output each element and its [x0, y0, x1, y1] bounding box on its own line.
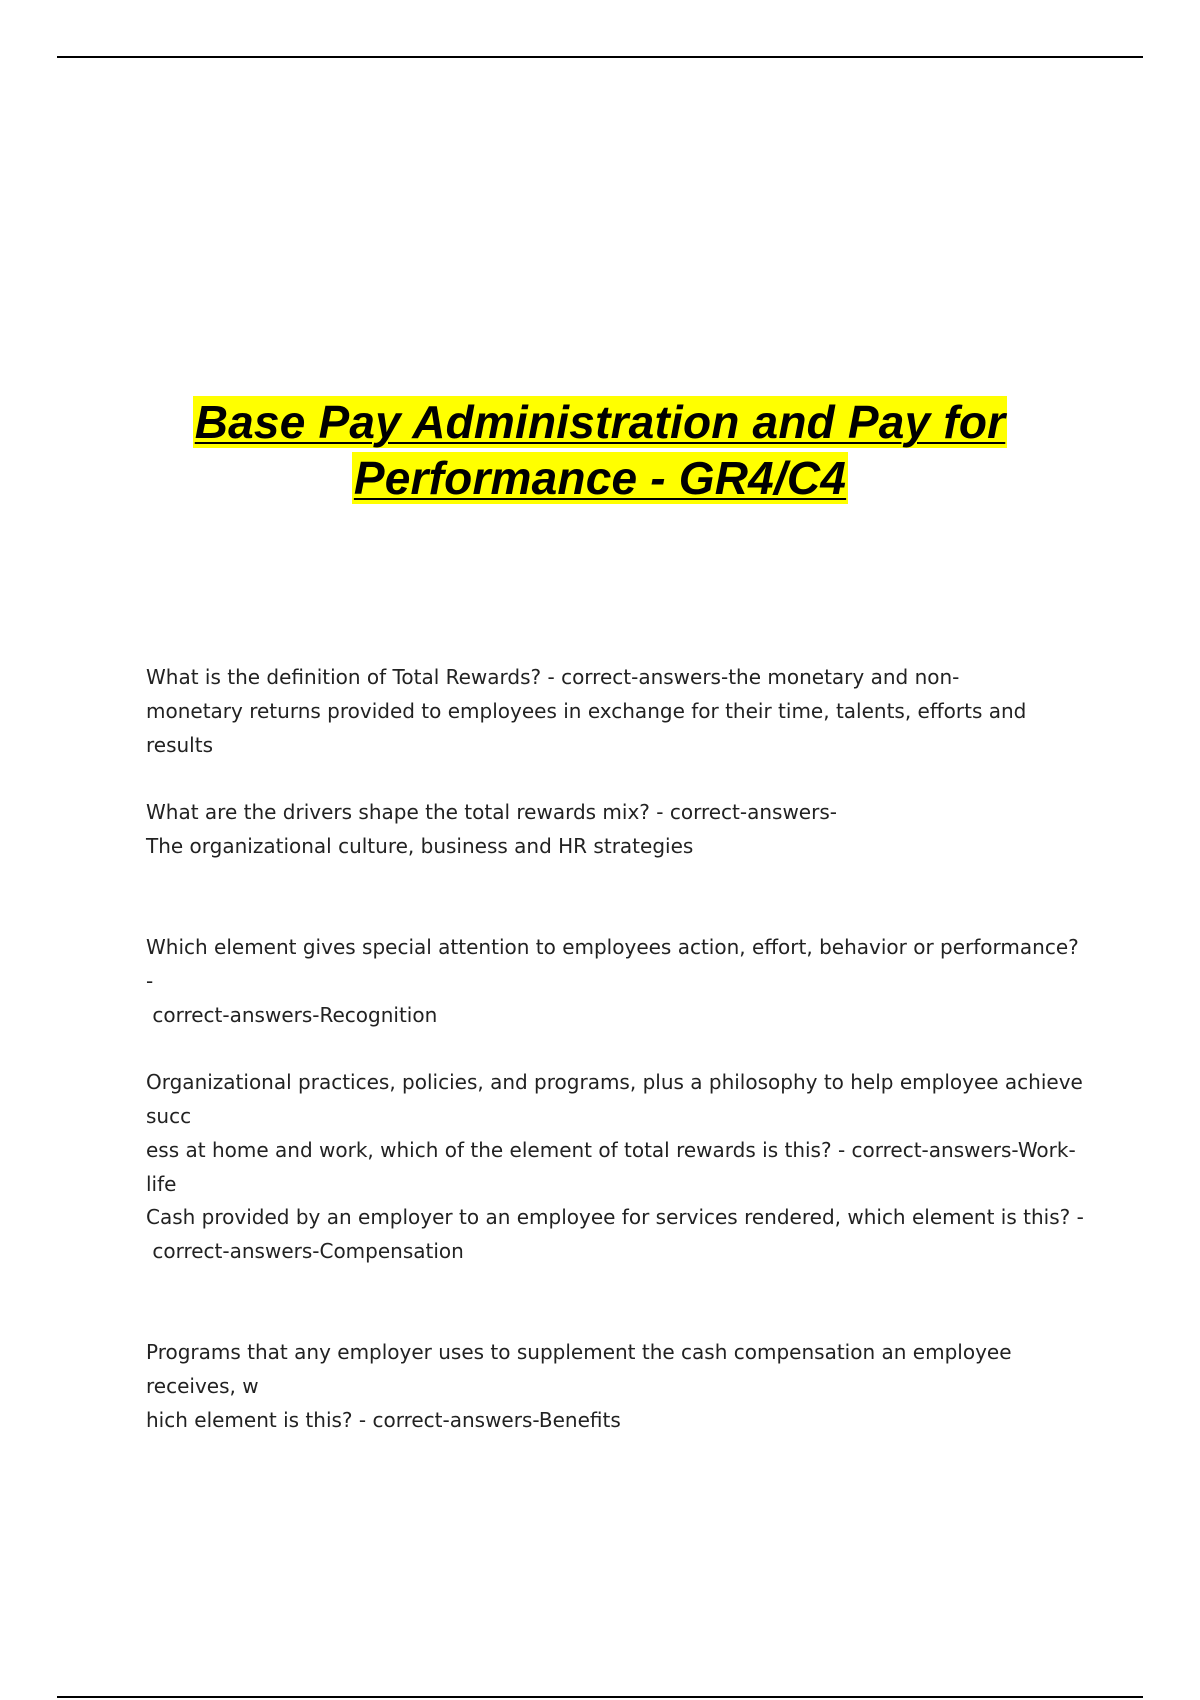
- qa-answer-line: correct-answers-Compensation: [146, 1239, 464, 1263]
- qa-question-line: What are the drivers shape the total rewards mix? - correct-answers-: [146, 800, 837, 824]
- qa-answer-line: The organizational culture, business and HR strategies: [146, 834, 694, 858]
- page-title: [0, 394, 1200, 506]
- qa-item: [146, 1200, 1086, 1268]
- qa-item: [146, 795, 1086, 863]
- title-line-2: Performance - GR4/C4: [353, 452, 847, 504]
- qa-answer-line: correct-answers-Recognition: [146, 1003, 438, 1027]
- qa-question-line: Cash provided by an employer to an employee for services rendered, which element is this? -: [146, 1205, 1084, 1229]
- qa-item: [146, 930, 1086, 1027]
- qa-list: [146, 660, 1090, 1432]
- title-line-1: Base Pay Administration and Pay for: [194, 396, 1006, 448]
- qa-question-line: What is the definition of Total Rewards? - correct-answers-the monetary and non-: [146, 665, 960, 689]
- qa-answer-line: monetary returns provided to employees in exchange for their time, talents, efforts and results: [146, 699, 1033, 757]
- top-rule: [57, 56, 1143, 58]
- qa-question-line: Organizational practices, policies, and programs, plus a philosophy to help employee achieve succ: [146, 1070, 1090, 1128]
- qa-item: [146, 1335, 1086, 1432]
- qa-answer-line: hich element is this? - correct-answers-Benefits: [146, 1408, 621, 1432]
- bottom-rule: [57, 1696, 1143, 1698]
- qa-question-line: Programs that any employer uses to supplement the cash compensation an employee receives, w: [146, 1340, 1018, 1398]
- qa-item: [146, 660, 1086, 757]
- qa-item: [146, 1065, 1090, 1196]
- title-block: [0, 394, 1200, 506]
- qa-question-line: Which element gives special attention to employees action, effort, behavior or performance? -: [146, 935, 1086, 993]
- qa-answer-line: ess at home and work, which of the element of total rewards is this? - correct-answers-Work-life: [146, 1138, 1076, 1196]
